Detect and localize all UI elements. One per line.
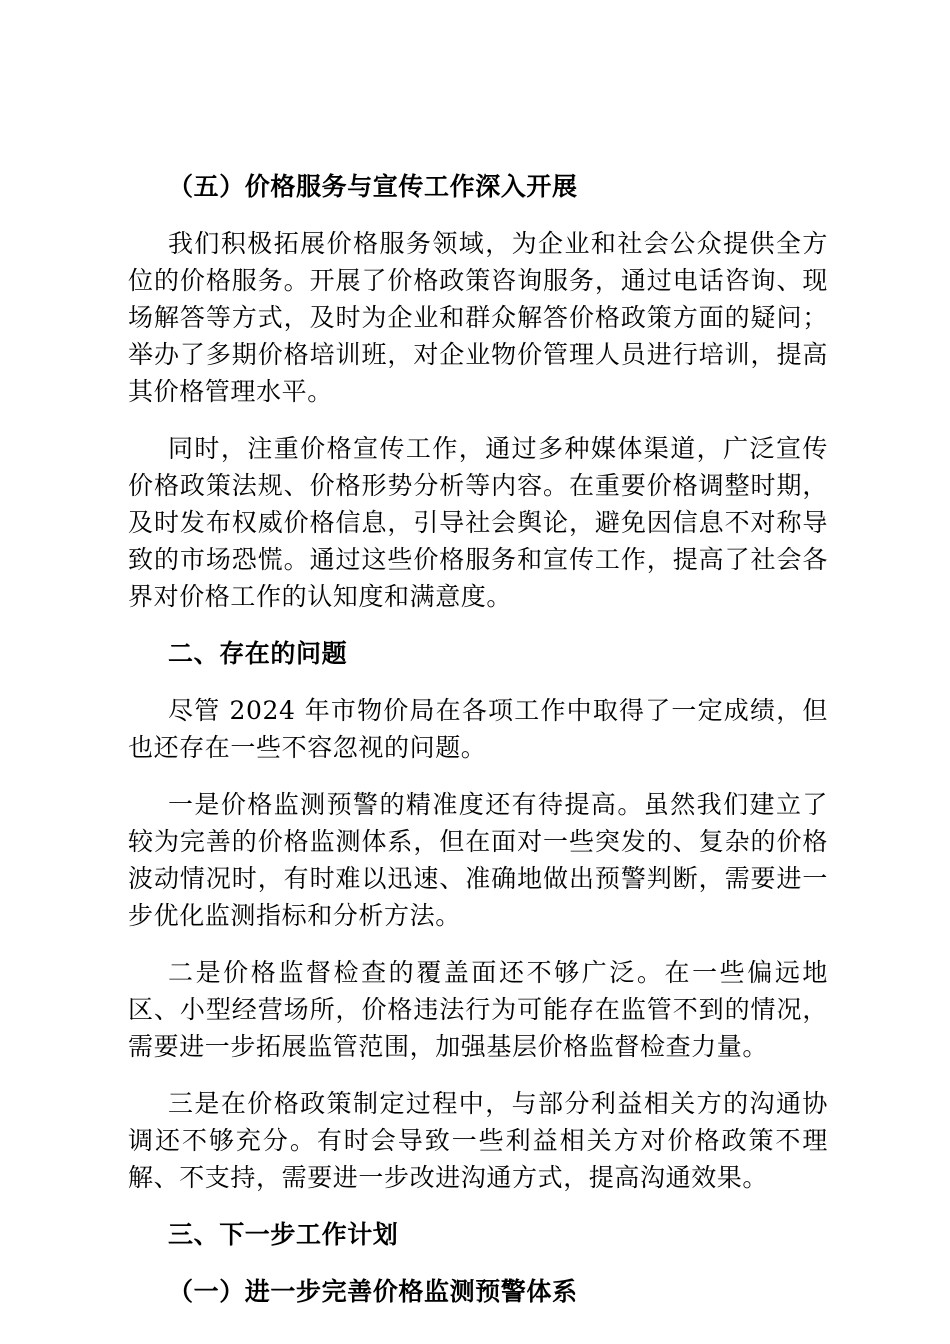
paragraph-price-service: 我们积极拓展价格服务领域，为企业和社会公众提供全方位的价格服务。开展了价格政策咨询服务，通过电话咨询、现场解答等方式，及时为企业和群众解答价格政策方面的疑问；举办了多期价格培训班，对企业物价管理人员进行培训，提高其价格管理水平。 [128, 229, 828, 406]
paragraph-problem-1: 一是价格监测预警的精准度还有待提高。虽然我们建立了较为完善的价格监测体系，但在面对一些突发的、复杂的价格波动情况时，有时难以迅速、准确地做出预警判断，需要进一步优化监测指标和分析方法。 [128, 790, 828, 930]
document-body [128, 168, 828, 1330]
paragraph-price-publicity: 同时，注重价格宣传工作，通过多种媒体渠道，广泛宣传价格政策法规、价格形势分析等内容。在重要价格调整时期，及时发布权威价格信息，引导社会舆论，避免因信息不对称导致的市场恐慌。通过这些价格服务和宣传工作，提高了社会各界对价格工作的认知度和满意度。 [128, 434, 828, 611]
section-heading-problems: 二、存在的问题 [168, 639, 348, 668]
paragraph-problem-3: 三是在价格政策制定过程中，与部分利益相关方的沟通协调还不够充分。有时会导致一些利益相关方对价格政策不理解、不支持，需要进一步改进沟通方式，提高沟通效果。 [128, 1089, 828, 1192]
section-heading-next-plan: 三、下一步工作计划 [168, 1220, 399, 1249]
paragraph-problems-intro: 尽管 2024 年市物价局在各项工作中取得了一定成绩，但也还存在一些不容忽视的问题。 [128, 696, 828, 762]
subsection-heading-monitoring: （一）进一步完善价格监测预警体系 [168, 1277, 578, 1306]
section-heading-price-service: （五）价格服务与宣传工作深入开展 [168, 172, 578, 201]
paragraph-problem-2: 二是价格监督检查的覆盖面还不够广泛。在一些偏远地区、小型经营场所，价格违法行为可能存在监管不到的情况，需要进一步拓展监管范围，加强基层价格监督检查力量。 [128, 958, 828, 1061]
